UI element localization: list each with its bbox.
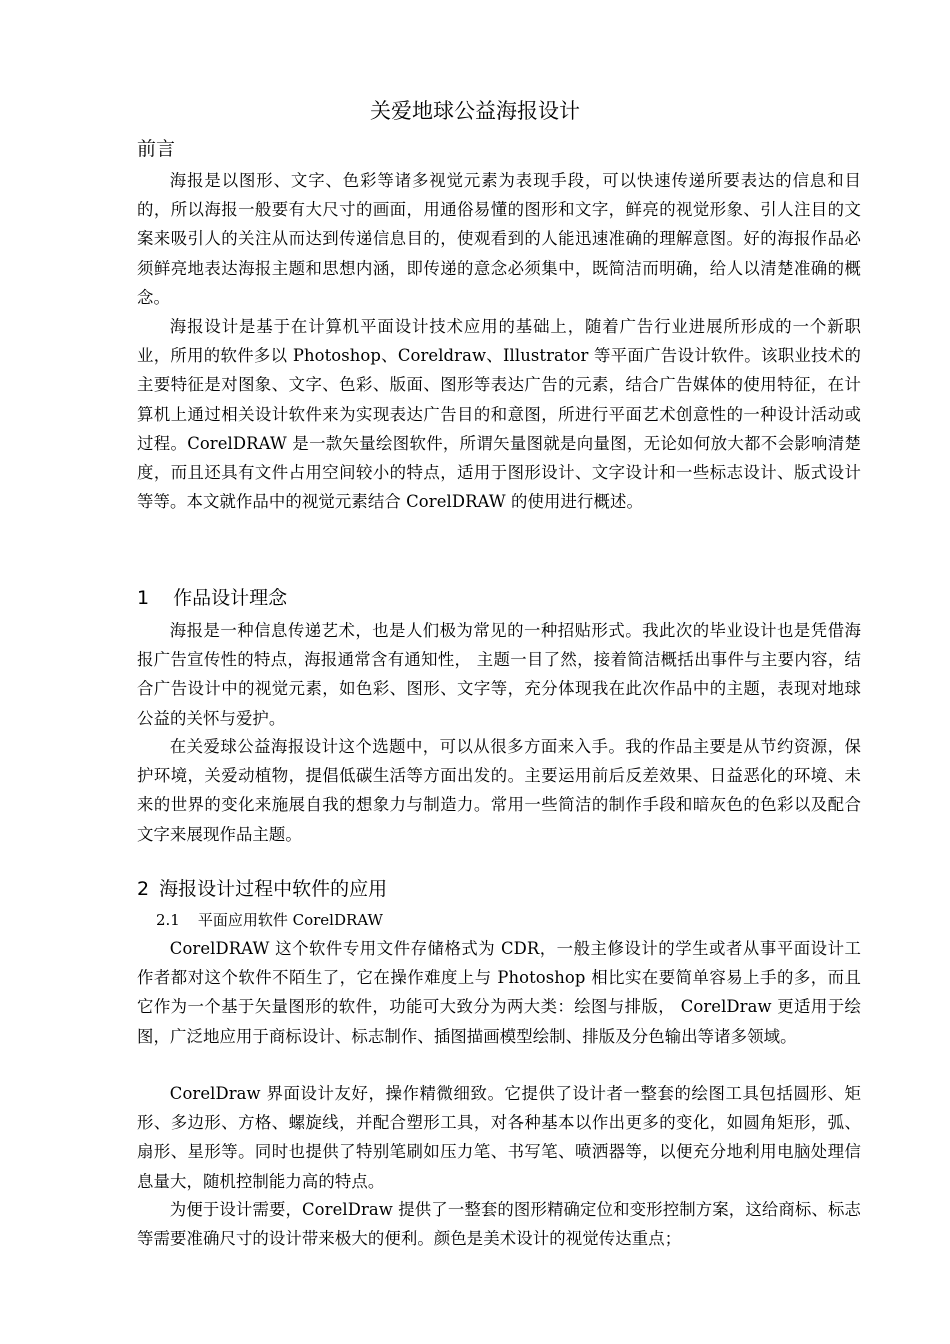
subsection-2-1-heading [156,907,383,933]
section-1-heading [137,584,287,612]
section-1-title: 作品设计理念 [173,587,288,609]
section-2-paragraph-1: CorelDRAW 这个软件专用文件存储格式为 CDR，一般主修设计的学生或者从事平面设计工作者都对这个软件不陌生了，它在操作难度上与 Photoshop 相比实在要简单容易上手的多，而且它作为一个基于矢量图形的软件，功能可大致分为两大类：绘图与排版， CorelDraw 更适用于绘图，广泛地应用于商标设计、标志制作、插图描画模型绘制、排版及分色输出等诸多领域。 [137,939,861,1046]
preface-heading: 前言 [137,138,176,160]
subsection-2-1-number: 2.1 [156,911,180,929]
subsection-2-1-title: 平面应用软件 CorelDRAW [197,911,383,929]
section-1-paragraph-2: 在关爱球公益海报设计这个选题中，可以从很多方面来入手。我的作品主要是从节约资源，保护环境，关爱动植物，提倡低碳生活等方面出发的。主要运用前后反差效果、日益恶化的环境、未来的世界的变化来施展自我的想象力与制造力。常用一些简洁的制作手段和暗灰色的色彩以及配合文字来展现作品主题。 [137,737,861,844]
section-2-number: 2 [137,878,150,900]
section-1-paragraph-1: 海报是一种信息传递艺术，也是人们极为常见的一种招贴形式。我此次的毕业设计也是凭借海报广告宣传性的特点，海报通常含有通知性， 主题一目了然，接着简洁概括出事件与主要内容，结合广告设计中的视觉元素，如色彩、图形、文字等，充分体现我在此次作品中的主题，表现对地球公益的关怀与爱护。 [137,621,861,728]
section-2-title: 海报设计过程中软件的应用 [159,878,388,900]
preface-paragraph-1: 海报是以图形、文字、色彩等诸多视觉元素为表现手段，可以快速传递所要表达的信息和目的，所以海报一般要有大尺寸的画面，用通俗易懂的图形和文字，鲜亮的视觉形象、引人注目的文案来吸引人的关注从而达到传递信息目的，使观看到的人能迅速准确的理解意图。好的海报作品必须鲜亮地表达海报主题和思想内涵，即传递的意念必须集中，既简洁而明确，给人以清楚准确的概念。 [137,171,861,307]
preface-paragraph-2: 海报设计是基于在计算机平面设计技术应用的基础上，随着广告行业进展所形成的一个新职业，所用的软件多以 Photoshop、Coreldraw、Illustrator 等平面广告设计软件。该职业技术的主要特征是对图象、文字、色彩、版面、图形等表达广告的元素，结合广告媒体的使用特征，在计算机上通过相关设计软件来为实现表达广告目的和意图，所进行平面艺术创意性的一种设计活动或过程。CorelDRAW 是一款矢量绘图软件，所谓矢量图就是向量图，无论如何放大都不会影响清楚度，而且还具有文件占用空间较小的特点，适用于图形设计、文字设计和一些标志设计、版式设计等等。本文就作品中的视觉元素结合 CorelDRAW 的使用进行概述。 [137,317,861,512]
document-title: 关爱地球公益海报设计 [370,99,580,123]
section-2-paragraph-3: 为便于设计需要，CorelDraw 提供了一整套的图形精确定位和变形控制方案，这给商标、标志等需要准确尺寸的设计带来极大的便利。颜色是美术设计的视觉传达重点； [137,1200,861,1249]
section-2-heading [137,875,387,903]
section-2-paragraph-2: CorelDraw 界面设计友好，操作精微细致。它提供了设计者一整套的绘图工具包括圆形、矩形、多边形、方格、螺旋线，并配合塑形工具，对各种基本以作出更多的变化，如圆角矩形，弧、扇形、星形等。同时也提供了特别笔刷如压力笔、书写笔、喷洒器等，以便充分地利用电脑处理信息量大，随机控制能力高的特点。 [137,1084,861,1191]
section-1-number: 1 [137,587,150,609]
